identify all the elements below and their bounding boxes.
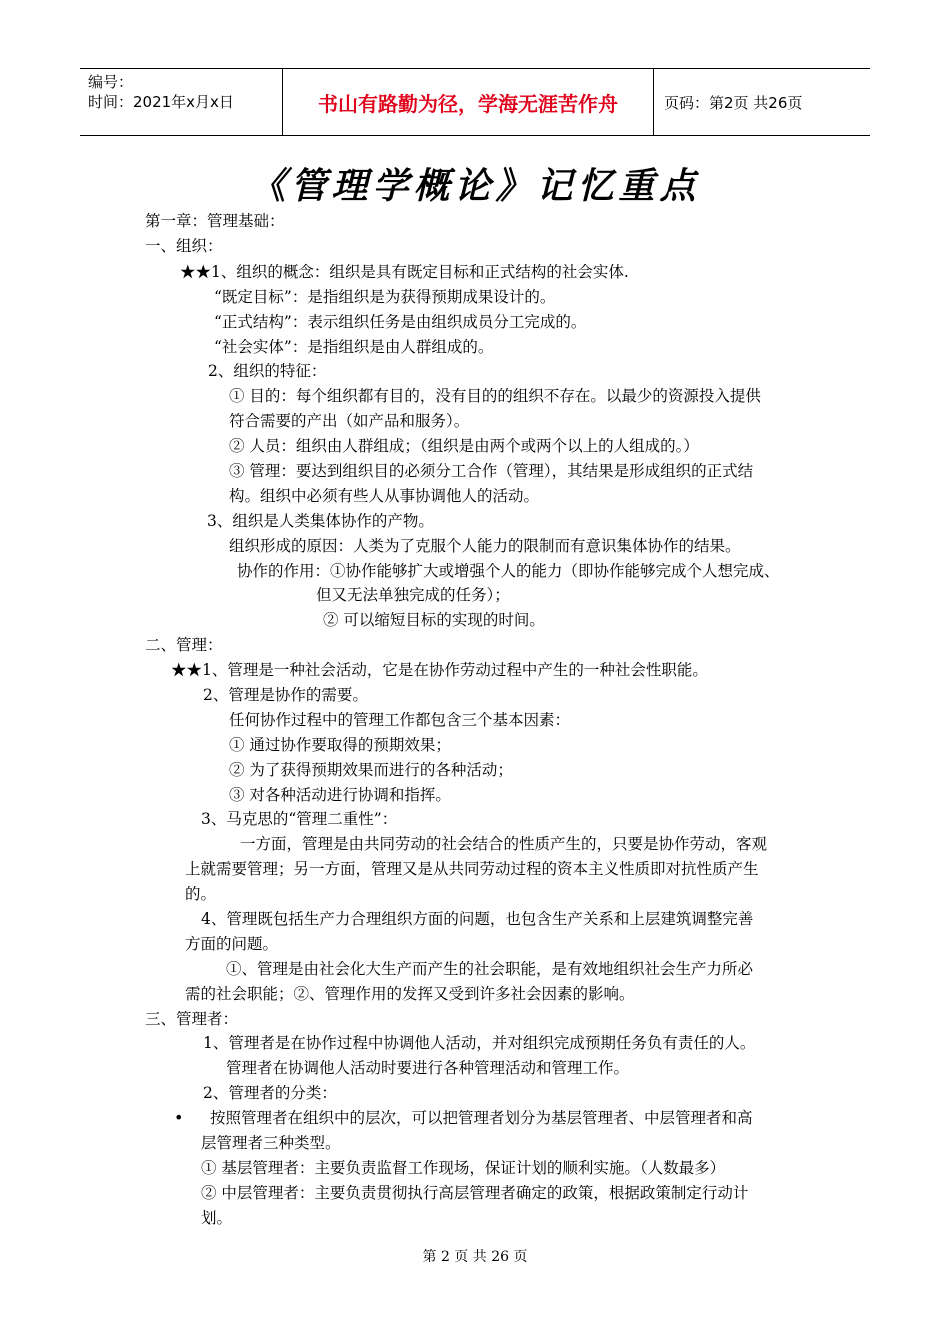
text-line: 需的社会职能；②、管理作用的发挥又受到许多社会因素的影响。: [185, 985, 635, 1003]
text-line: 但又无法单独完成的任务）；: [316, 586, 510, 604]
text-line: ★★1、管理是一种社会活动，它是在协作劳动过程中产生的一种社会性职能。: [171, 661, 708, 679]
section-heading: 一、组织：: [145, 237, 223, 255]
page-info: 页码：第2页 共26页: [664, 93, 803, 112]
text-line: ③ 管理：要达到组织目的必须分工合作（管理），其结果是形成组织的正式结: [229, 462, 754, 480]
header-table: [80, 68, 870, 136]
bullet-icon: •: [174, 1108, 184, 1127]
text-line: 3、马克思的“管理二重性”：: [201, 810, 398, 828]
text-line: “既定目标”：是指组织是为获得预期成果设计的。: [214, 288, 556, 306]
text-line: 划。: [201, 1209, 233, 1227]
time-label: 时间：2021年x月x日: [88, 93, 234, 111]
header-left-cell: [80, 69, 282, 135]
motto: 书山有路勤为径，学海无涯苦作舟: [282, 69, 654, 135]
text-line: ①、管理是由社会化大生产而产生的社会职能，是有效地组织社会生产力所必: [226, 960, 754, 978]
text-line: 2、管理是协作的需要。: [203, 686, 368, 704]
text-line: “社会实体”：是指组织是由人群组成的。: [214, 338, 494, 356]
page-footer: 第 2 页 共 26 页: [422, 1249, 528, 1265]
text-line: 层管理者三种类型。: [201, 1134, 341, 1152]
section-heading: 二、管理：: [145, 636, 223, 654]
text-line: 3、组织是人类集体协作的产物。: [207, 512, 434, 530]
section-heading: 三、管理者：: [145, 1010, 239, 1028]
text-line: 的。: [185, 885, 217, 903]
text-line: ① 目的：每个组织都有目的，没有目的的组织不存在。以最少的资源投入提供: [229, 387, 761, 405]
text-line: 按照管理者在组织中的层次，可以把管理者划分为基层管理者、中层管理者和高: [210, 1109, 753, 1127]
number-label: 编号：: [88, 73, 134, 91]
text-line: “正式结构”：表示组织任务是由组织成员分工完成的。: [214, 313, 587, 331]
text-line: 构。组织中必须有些人从事协调他人的活动。: [229, 487, 540, 505]
text-line: ② 可以缩短目标的实现的时间。: [323, 611, 545, 629]
text-line: ② 中层管理者：主要负责贯彻执行高层管理者确定的政策，根据政策制定行动计: [201, 1184, 749, 1202]
text-line: 方面的问题。: [185, 935, 279, 953]
text-line: ① 通过协作要取得的预期效果；: [229, 736, 451, 754]
text-line: ① 基层管理者：主要负责监督工作现场，保证计划的顺利实施。（人数最多）: [201, 1159, 726, 1177]
text-line: 协作的作用：①协作能够扩大或增强个人的能力（即协作能够完成个人想完成、: [237, 562, 780, 580]
text-line: 一方面，管理是由共同劳动的社会结合的性质产生的，只要是协作劳动，客观: [240, 835, 768, 853]
text-line: 任何协作过程中的管理工作都包含三个基本因素：: [229, 711, 571, 729]
text-line: ★★1、组织的概念：组织是具有既定目标和正式结构的社会实体.: [180, 263, 629, 281]
text-line: ③ 对各种活动进行协调和指挥。: [229, 786, 451, 804]
text-line: 管理者在协调他人活动时要进行各种管理活动和管理工作。: [226, 1059, 630, 1077]
document-title: 《管理学概论》记忆重点: [249, 165, 701, 207]
text-line: ② 人员：组织由人群组成；（组织是由两个或两个以上的人组成的。）: [229, 437, 699, 455]
text-line: 组织形成的原因：人类为了克服个人能力的限制而有意识集体协作的结果。: [229, 537, 741, 555]
chapter-heading: 第一章：管理基础：: [145, 212, 285, 230]
text-line: 1、管理者是在协作过程中协调他人活动，并对组织完成预期任务负有责任的人。: [203, 1034, 756, 1052]
text-line: 2、管理者的分类：: [203, 1084, 337, 1102]
text-line: ② 为了获得预期效果而进行的各种活动；: [229, 761, 513, 779]
text-line: 符合需要的产出（如产品和服务）。: [229, 412, 470, 430]
text-line: 2、组织的特征：: [208, 362, 327, 380]
text-line: 4、管理既包括生产力合理组织方面的问题，也包含生产关系和上层建筑调整完善: [201, 910, 754, 928]
text-line: 上就需要管理；另一方面，管理又是从共同劳动过程的资本主义性质即对抗性质产生: [185, 860, 759, 878]
